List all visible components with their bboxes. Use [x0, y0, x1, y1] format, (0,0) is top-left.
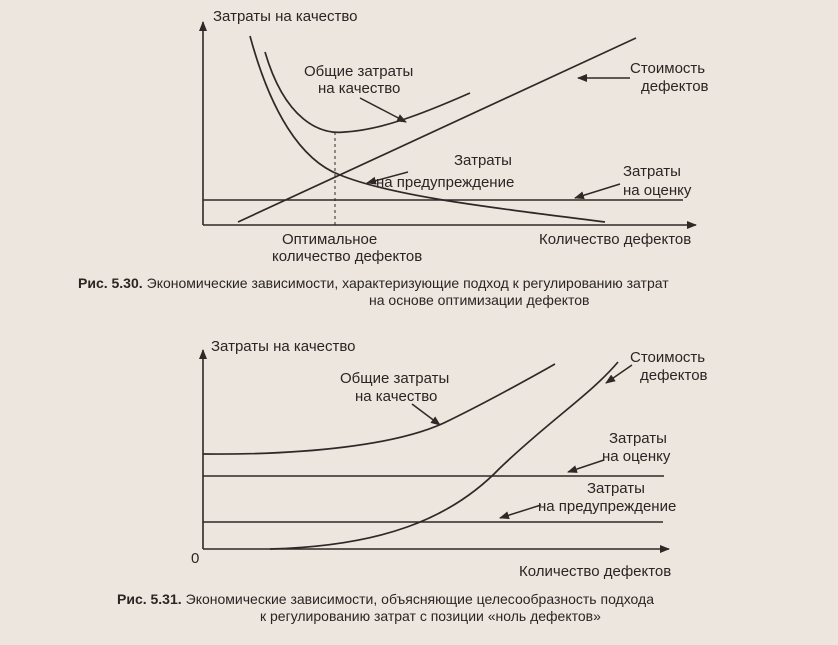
fig1-total-cost-label-1: Общие затраты — [304, 63, 414, 80]
fig2-y-axis-label: Затраты на качество — [211, 338, 356, 355]
fig1-prevention-label-1: Затраты — [454, 152, 512, 169]
fig1-prevention-label-2: на предупреждение — [376, 174, 515, 191]
fig1-total-cost-arrow — [360, 98, 406, 122]
fig1-appraisal-cost-arrow — [575, 184, 620, 198]
fig2-origin-label: 0 — [191, 550, 200, 567]
fig2-defect-cost-curve — [270, 362, 618, 549]
fig2-defect-cost-arrow — [606, 365, 632, 383]
fig1-defect-cost-label-2: дефектов — [641, 78, 709, 95]
fig1-caption-line2: на основе оптимизации дефектов — [369, 292, 590, 308]
fig1-total-cost-label-2: на качество — [318, 80, 401, 97]
fig1-defect-cost-line — [238, 38, 636, 222]
fig1-caption-text1: Экономические зависимости, характеризующие подход к регулированию затрат — [146, 275, 669, 291]
fig2-prevention-cost-arrow — [500, 505, 541, 518]
fig1-optimal-label-2: количество дефектов — [272, 248, 423, 265]
fig1-caption-line1 — [78, 275, 669, 291]
fig1-appraisal-label-1: Затраты — [623, 163, 681, 180]
fig2-total-cost-arrow — [412, 404, 440, 425]
fig1-x-axis-label: Количество дефектов — [539, 231, 692, 248]
fig1-defect-cost-label-1: Стоимость — [630, 60, 706, 77]
fig2-x-axis-label: Количество дефектов — [519, 563, 672, 580]
fig1-y-axis-label: Затраты на качество — [213, 8, 358, 25]
figure-5-30 — [78, 8, 709, 308]
fig2-caption-number: Рис. 5.31. — [117, 591, 182, 607]
fig2-defect-cost-label-2: дефектов — [640, 367, 708, 384]
fig2-caption-text1: Экономические зависимости, объясняющие целесообразность подхода — [185, 591, 654, 607]
fig1-optimal-label-1: Оптимальное — [282, 231, 378, 248]
fig2-appraisal-cost-arrow — [568, 460, 604, 472]
fig2-total-cost-label-2: на качество — [355, 388, 438, 405]
fig1-appraisal-label-2: на оценку — [623, 182, 692, 199]
figure-5-31 — [117, 338, 708, 624]
fig2-caption-line1 — [117, 591, 654, 607]
fig2-appraisal-label-1: Затраты — [609, 430, 667, 447]
fig2-total-cost-label-1: Общие затраты — [340, 370, 450, 387]
fig2-appraisal-label-2: на оценку — [602, 448, 671, 465]
fig2-defect-cost-label-1: Стоимость — [630, 349, 706, 366]
fig2-prevention-label-1: Затраты — [587, 480, 645, 497]
fig1-caption-number: Рис. 5.30. — [78, 275, 143, 291]
fig2-caption-line2: к регулированию затрат с позиции «ноль дефектов» — [260, 608, 601, 624]
fig2-prevention-label-2: на предупреждение — [538, 498, 677, 515]
